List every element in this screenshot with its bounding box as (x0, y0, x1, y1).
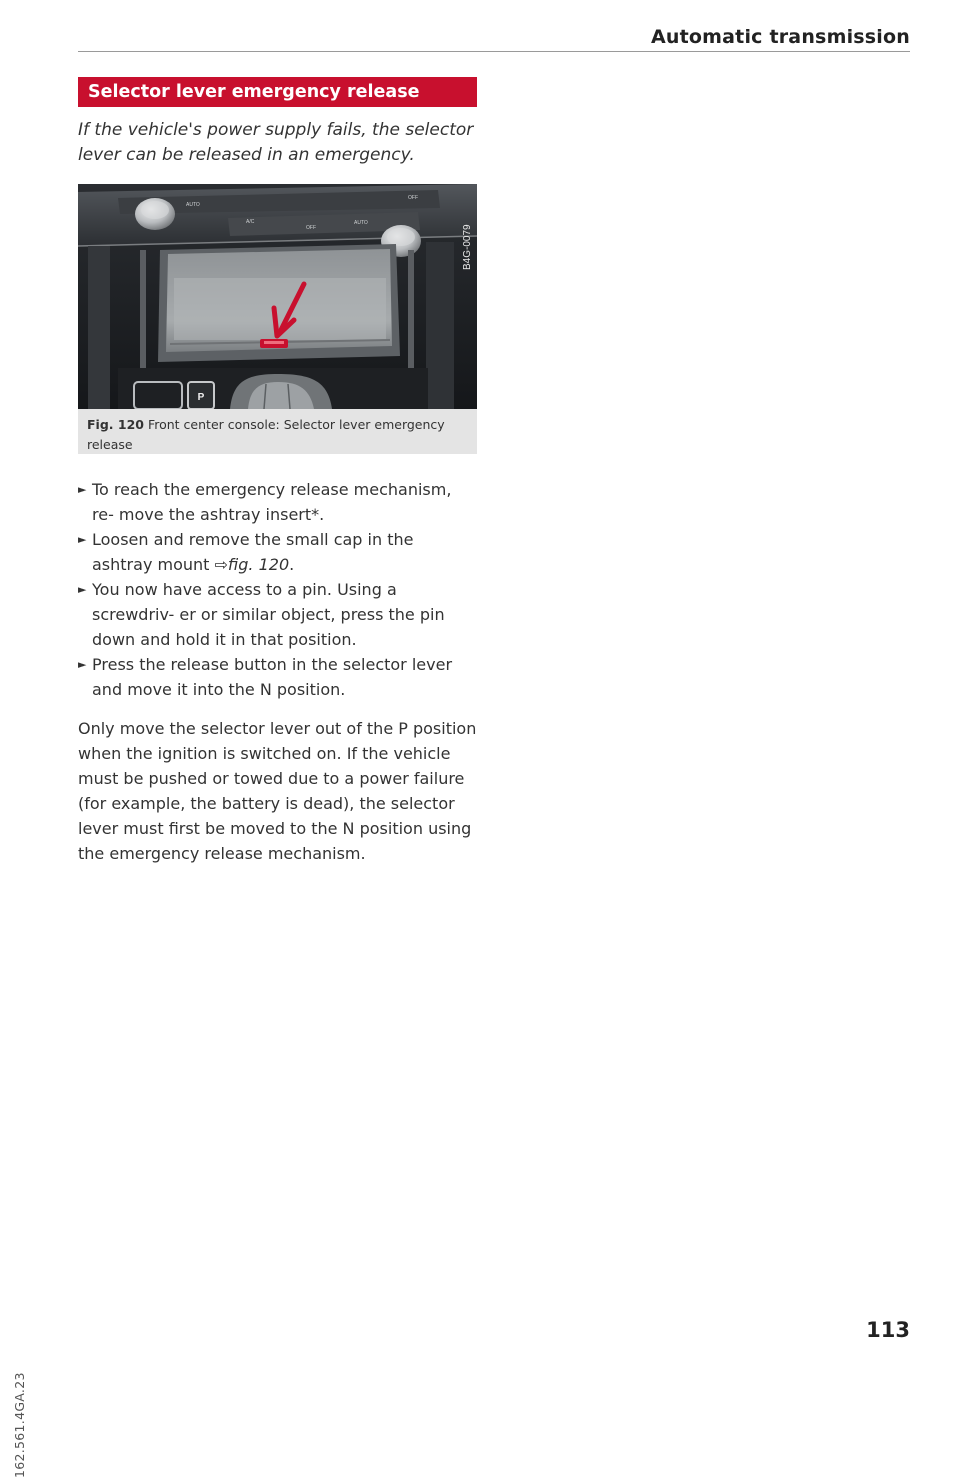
dashboard-label: A/C (246, 219, 255, 225)
console-photo (78, 184, 477, 409)
list-item (78, 652, 478, 702)
figure-reference-link[interactable]: fig. 120 (227, 555, 290, 574)
shifter-p-label: P (197, 392, 205, 403)
step-text: Loosen and remove the small cap in the ashtray mount (92, 530, 414, 574)
dashboard-label: AUTO (354, 220, 368, 226)
step-text: Press the release button in the selector lever and move it into the N position. (92, 655, 453, 699)
bullet-arrow-icon: ► (78, 483, 87, 496)
page-number: 113 (866, 1318, 910, 1342)
list-item (78, 477, 478, 527)
dashboard-label: AUTO (186, 202, 200, 208)
step-text: To reach the emergency release mechanism, re- move the ashtray insert*. (92, 480, 452, 524)
bullet-arrow-icon: ► (78, 533, 87, 546)
step-text: You now have access to a pin. Using a screwdriv- er or similar object, press the pin down and hold it in that position. (92, 580, 445, 649)
image-code: B4G-0079 (462, 224, 473, 270)
figure-label: Fig. 120 (87, 417, 144, 432)
figure-120 (78, 184, 477, 454)
dashboard-label: OFF (408, 195, 418, 201)
figure-caption-text: Front center console: Selector lever emergency release (87, 417, 445, 452)
figure-caption (87, 415, 467, 455)
bullet-arrow-icon: ► (78, 583, 87, 596)
list-item (78, 527, 478, 577)
section-title: Selector lever emergency release (78, 77, 477, 107)
document-code: 162.561.4GA.23 (12, 1372, 27, 1478)
intro-text: If the vehicle's power supply fails, the selector lever can be released in an emergency. (78, 120, 474, 165)
instruction-steps (78, 477, 478, 702)
list-item (78, 577, 478, 652)
running-head: Automatic transmission (651, 26, 910, 48)
step-text-suffix: . (289, 555, 295, 574)
body-paragraph: Only move the selector lever out of the P position when the ignition is switched on. If the vehicle must be pushed or towed due to a power failure (for example, the battery is dead), the selector lever must first be moved to the N position using the emergency release mechanism. (78, 719, 477, 863)
cross-reference-arrow-icon: ⇨ (214, 555, 228, 574)
header-rule (78, 51, 910, 52)
bullet-arrow-icon: ► (78, 658, 87, 671)
dashboard-label: OFF (306, 225, 316, 231)
